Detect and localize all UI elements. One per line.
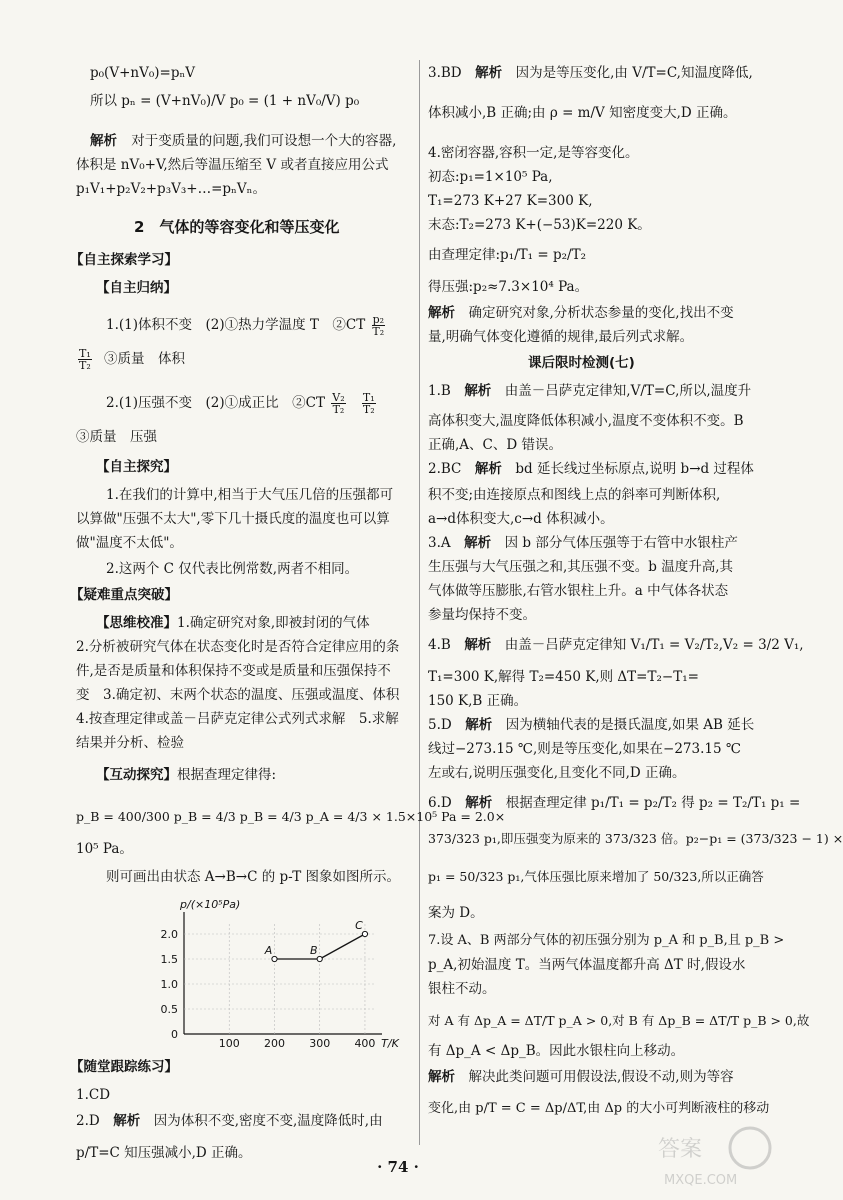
t6-line-1 xyxy=(428,794,800,812)
fraction-den: T₂ xyxy=(332,403,345,416)
analysis-text: 因为体积不变,密度不变,温度降低时,由 xyxy=(140,1113,383,1129)
analysis-label: 解析 xyxy=(474,461,502,477)
tanjiu-1-line-1: 1.在我们的计算中,相当于大气压几倍的压强都可 xyxy=(106,487,394,503)
t7-line-6 xyxy=(428,1068,734,1086)
x-tick-label: 200 xyxy=(263,1037,285,1050)
answer: 5.D xyxy=(428,717,466,733)
analysis-label: 解析 xyxy=(464,637,492,653)
t2-line-3: a→d体积变大,c→d 体积减小。 xyxy=(428,511,614,527)
hudong-text: 根据查理定律得: xyxy=(177,767,277,783)
analysis-line-3: p₁V₁+p₂V₂+p₃V₃+…=pₙVₙ。 xyxy=(76,181,266,197)
svg-text:答案: 答案 xyxy=(658,1137,703,1162)
fraction-den: T₂ xyxy=(372,325,385,338)
heading-zizhu-tanjiu: 【自主探究】 xyxy=(96,459,177,475)
y-tick-label: 2.0 xyxy=(160,928,178,941)
formula-line-2: 所以 pₙ = (V+nV₀)/V p₀ = (1 + nV₀/V) p₀ xyxy=(90,93,360,109)
t2-line-2: 积不变;由连接原点和图线上点的斜率可判断体积, xyxy=(428,487,721,503)
analysis-label: 解析 xyxy=(428,1069,455,1085)
hudong-line-2: p_B = 400/300 p_B = 4/3 p_B = 4/3 p_A = 4/3 × 1.5×10⁵ Pa = 2.0× xyxy=(76,809,506,824)
guina-item-1 xyxy=(106,314,387,337)
x-tick-label: 300 xyxy=(309,1037,331,1050)
analysis-label: 解析 xyxy=(428,305,455,321)
t2-line-1 xyxy=(428,460,754,478)
guina-item-1-cont xyxy=(76,348,185,371)
analysis-label: 解析 xyxy=(465,717,493,733)
analysis-label: 解析 xyxy=(464,383,492,399)
analysis-text: 由盖－吕萨克定律知,V/T=C,所以,温度升 xyxy=(491,383,752,399)
analysis-label: 解析 xyxy=(475,65,503,81)
fraction-num: V₂ xyxy=(332,391,345,404)
t7-line-1: 7.设 A、B 两部分气体的初压强分别为 p_A 和 p_B,且 p_B > xyxy=(428,933,785,948)
analysis-label: 解析 xyxy=(90,133,117,149)
answer: 6.D xyxy=(428,795,466,811)
heading-zizhu-tansuo: 【自主探索学习】 xyxy=(70,252,178,268)
watermark-logo xyxy=(654,1120,774,1190)
hudong-line-3: 10⁵ Pa。 xyxy=(76,841,133,857)
tanjiu-2: 2.这两个 C 仅代表比例常数,两者不相同。 xyxy=(106,561,359,577)
y-tick-label: 0 xyxy=(171,1028,178,1041)
point-label: A xyxy=(264,944,273,957)
fraction-t1-t2-b xyxy=(362,392,376,415)
suitang-2-line-1 xyxy=(76,1112,383,1130)
siwei-line-1 xyxy=(96,614,370,632)
r4-line-6: 得压强:p₂≈7.3×10⁴ Pa。 xyxy=(428,279,589,295)
siwei-line-2: 2.分析被研究气体在状态变化时是否符合定律应用的条 xyxy=(76,639,400,655)
t6-line-4: 案为 D。 xyxy=(428,905,484,921)
analysis-text: bd 延长线过坐标原点,说明 b→d 过程体 xyxy=(501,461,754,477)
hudong-line-4: 则可画出由状态 A→B→C 的 p-T 图象如图所示。 xyxy=(106,869,401,885)
t5-line-1 xyxy=(428,716,754,734)
answer: 2.BC xyxy=(428,461,475,477)
analysis-text: 确定研究对象,分析状态参量的变化,找出不变 xyxy=(455,305,734,321)
data-point xyxy=(272,956,277,961)
guina-item-2-cont: ③质量 压强 xyxy=(76,429,157,445)
y-axis-label: p/(×10⁵Pa) xyxy=(180,898,241,911)
heading-zizhu-guina: 【自主归纳】 xyxy=(96,280,177,296)
pt-chart xyxy=(136,896,456,1056)
answer: 2.D xyxy=(76,1113,114,1129)
hudong-label: 【互动探究】 xyxy=(96,767,177,783)
r4-line-1: 4.密闭容器,容积一定,是等容变化。 xyxy=(428,145,639,161)
t6-line-2: 373/323 p₁,即压强变为原来的 373/323 倍。p₂−p₁ = (373/323 − 1) × xyxy=(428,831,843,846)
fraction-den: T₂ xyxy=(79,359,91,372)
analysis-text: 因为是等压变化,由 V/T=C,知温度降低, xyxy=(502,65,753,81)
r4-line-4: 末态:T₂=273 K+(−53)K=220 K。 xyxy=(428,217,651,233)
hudong-line-1 xyxy=(96,766,276,784)
section-title: 2 气体的等容变化和等压变化 xyxy=(134,218,340,236)
t5-line-3: 左或右,说明压强变化,且变化不同,D 正确。 xyxy=(428,765,686,781)
analysis-text: 对于变质量的问题,我们可设想一个大的容器, xyxy=(131,133,397,149)
r4-line-3: T₁=273 K+27 K=300 K, xyxy=(428,193,593,209)
analysis-block xyxy=(90,132,396,150)
fraction-num: p₂ xyxy=(372,313,385,326)
t7-line-4: 对 A 有 Δp_A = ΔT/T p_A > 0,对 B 有 Δp_B = ΔT/T p_B > 0,故 xyxy=(428,1013,810,1028)
t7-line-7: 变化,由 p/T = C = Δp/ΔT,由 Δp 的大小可判断液柱的移动 xyxy=(428,1101,770,1116)
t1-line-2: 高体积变大,温度降低体积减小,温度不变体积不变。B xyxy=(428,413,744,429)
r4-line-2: 初态:p₁=1×10⁵ Pa, xyxy=(428,169,553,185)
analysis-text: 解决此类问题可用假设法,假设不动,则为等容 xyxy=(455,1069,734,1085)
x-tick-label: 400 xyxy=(354,1037,376,1050)
fraction-v2-t2 xyxy=(331,392,345,415)
guina-item-2 xyxy=(106,392,378,415)
siwei-label: 【思维校准】 xyxy=(96,615,177,631)
fraction-den: T₂ xyxy=(362,403,375,416)
test-title: 课后限时检测(七) xyxy=(528,355,635,371)
t5-line-2: 线过−273.15 ℃,则是等压变化,如果在−273.15 ℃ xyxy=(428,741,741,757)
answer: 1.B xyxy=(428,383,465,399)
answer: 3.A xyxy=(428,535,465,551)
analysis-text: 根据查理定律 p₁/T₁ = p₂/T₂ 得 p₂ = T₂/T₁ p₁ = xyxy=(492,795,801,811)
t4-line-1 xyxy=(428,636,804,654)
r3-line-1 xyxy=(428,64,753,82)
r4-line-8: 量,明确气体变化遵循的规律,最后列式求解。 xyxy=(428,329,694,345)
siwei-text: 1.确定研究对象,即被封闭的气体 xyxy=(177,615,370,631)
t7-line-5: 有 Δp_A < Δp_B。因此水银柱向上移动。 xyxy=(428,1043,685,1059)
series-line xyxy=(320,934,365,959)
r4-line-7 xyxy=(428,304,734,322)
page-number: · 74 · xyxy=(377,1158,419,1176)
fraction-t1-t2 xyxy=(78,348,92,371)
analysis-text: 由盖－吕萨克定律知 V₁/T₁ = V₂/T₂,V₂ = 3/2 V₁, xyxy=(491,637,804,653)
t6-line-3: p₁ = 50/323 p₁,气体压强比原来增加了 50/323,所以正确答 xyxy=(428,869,764,884)
fraction-num: T₁ xyxy=(362,391,375,404)
t3-line-1 xyxy=(428,534,738,552)
siwei-line-3: 件,是否是质量和体积保持不变或是质量和压强保持不 xyxy=(76,663,391,679)
x-tick-label: 100 xyxy=(218,1037,240,1050)
siwei-line-4: 变 3.确定初、末两个状态的温度、压强或温度、体积 xyxy=(76,687,400,703)
x-axis-label: T/K xyxy=(381,1037,399,1050)
t7-line-2: p_A,初始温度 T。当两气体温度都升高 ΔT 时,假设水 xyxy=(428,957,746,973)
heading-yinan: 【疑难重点突破】 xyxy=(70,587,178,603)
guina-item-1-text: 1.(1)体积不变 (2)①热力学温度 T ②CT xyxy=(106,317,366,333)
fraction-p2-t2 xyxy=(372,314,385,337)
t4-line-3: 150 K,B 正确。 xyxy=(428,693,528,709)
suitang-1: 1.CD xyxy=(76,1087,111,1103)
tanjiu-1-line-2: 以算做"压强不太大",零下几十摄氏度的温度也可以算 xyxy=(76,511,390,527)
t3-line-4: 参量均保持不变。 xyxy=(428,607,536,623)
r4-line-5: 由查理定律:p₁/T₁ = p₂/T₂ xyxy=(428,247,586,263)
guina-item-2-text: 2.(1)压强不变 (2)①成正比 ②CT xyxy=(106,395,325,411)
t1-line-1 xyxy=(428,382,751,400)
t3-line-2: 生压强与大气压强之和,其压强不变。b 温度升高,其 xyxy=(428,559,734,575)
analysis-label: 解析 xyxy=(465,795,493,811)
analysis-label: 解析 xyxy=(464,535,492,551)
fraction-num: T₁ xyxy=(79,347,91,360)
t7-line-3: 银柱不动。 xyxy=(428,981,496,997)
t4-line-2: T₁=300 K,解得 T₂=450 K,则 ΔT=T₂−T₁= xyxy=(428,669,699,685)
siwei-line-5: 4.按查理定律或盖－吕萨克定律公式列式求解 5.求解 xyxy=(76,711,399,727)
suitang-2-line-2: p/T=C 知压强减小,D 正确。 xyxy=(76,1145,252,1161)
formula-line-1: p₀(V+nV₀)=pₙV xyxy=(90,65,196,81)
y-tick-label: 1.0 xyxy=(160,978,178,991)
t1-line-3: 正确,A、C、D 错误。 xyxy=(428,437,562,453)
point-label: C xyxy=(355,919,363,932)
analysis-line-2: 体积是 nV₀+V,然后等温压缩至 V 或者直接应用公式 xyxy=(76,157,389,173)
tanjiu-1-line-3: 做"温度不太低"。 xyxy=(76,535,183,551)
analysis-label: 解析 xyxy=(113,1113,141,1129)
data-point xyxy=(362,931,367,936)
y-tick-label: 1.5 xyxy=(160,953,178,966)
analysis-text: 因为横轴代表的是摄氏温度,如果 AB 延长 xyxy=(492,717,755,733)
guina-item-1-cont-text: ③质量 体积 xyxy=(104,351,186,367)
answer: 3.BD xyxy=(428,65,476,81)
r3-line-2: 体积减小,B 正确;由 ρ = m/V 知密度变大,D 正确。 xyxy=(428,105,737,121)
t3-line-3: 气体做等压膨胀,右管水银柱上升。a 中气体各状态 xyxy=(428,583,729,599)
heading-suitang: 【随堂跟踪练习】 xyxy=(70,1059,178,1075)
y-tick-label: 0.5 xyxy=(160,1003,178,1016)
point-label: B xyxy=(309,944,318,957)
svg-text:MXQE.COM: MXQE.COM xyxy=(664,1173,738,1188)
answer: 4.B xyxy=(428,637,465,653)
data-point xyxy=(317,956,322,961)
siwei-line-6: 结果并分析、检验 xyxy=(76,735,184,751)
analysis-text: 因 b 部分气体压强等于右管中水银柱产 xyxy=(491,535,738,551)
